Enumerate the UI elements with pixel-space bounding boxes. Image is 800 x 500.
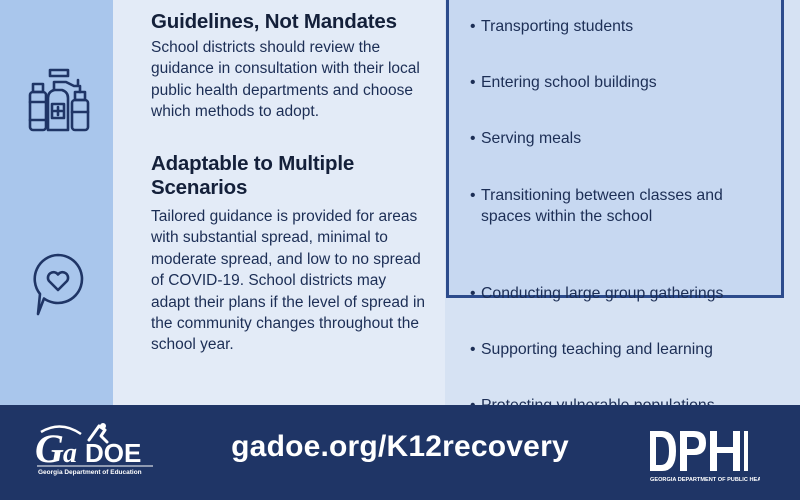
svg-text:DOE: DOE [85, 438, 142, 468]
dph-logo [648, 427, 760, 490]
svg-text:Georgia Department of Educatio: Georgia Department of Education [38, 469, 142, 476]
svg-text:a: a [63, 438, 77, 469]
list-item: • Entering school buildings [470, 72, 770, 93]
heart-speech-bubble-icon [30, 252, 86, 318]
list-item: • Supporting teaching and learning [470, 339, 770, 360]
section-heading-adaptable: Adaptable to Multiple Scenarios [151, 152, 355, 199]
svg-text:GEORGIA DEPARTMENT OF PUBLIC H: GEORGIA DEPARTMENT OF PUBLIC HEALTH [650, 477, 760, 483]
left-icon-strip [0, 0, 113, 405]
list-item: • Transporting students [470, 16, 770, 37]
gadoe-logo [35, 422, 157, 489]
svg-text:G: G [35, 426, 64, 471]
list-item: • Transitioning between classes and spaces within the school [470, 185, 770, 227]
section-body-guidelines: School districts should review the guidance in consultation with their local public health departments and choose which methods to adopt. [151, 39, 420, 121]
section-heading-guidelines: Guidelines, Not Mandates [151, 10, 397, 33]
footer-url-link[interactable]: gadoe.org/K12recovery [231, 430, 569, 463]
list-item: • Conducting large group gatherings [470, 283, 770, 304]
sanitizer-bottles-icon [28, 68, 92, 134]
activities-list [470, 16, 770, 358]
list-item: • Serving meals [470, 128, 770, 149]
section-body-adaptable: Tailored guidance is provided for areas with substantial spread, minimal to moderate spread, and low to no spread of COVID-19. School districts may adapt their plans if the level of spread in the community changes throughout the school year. [151, 208, 426, 354]
